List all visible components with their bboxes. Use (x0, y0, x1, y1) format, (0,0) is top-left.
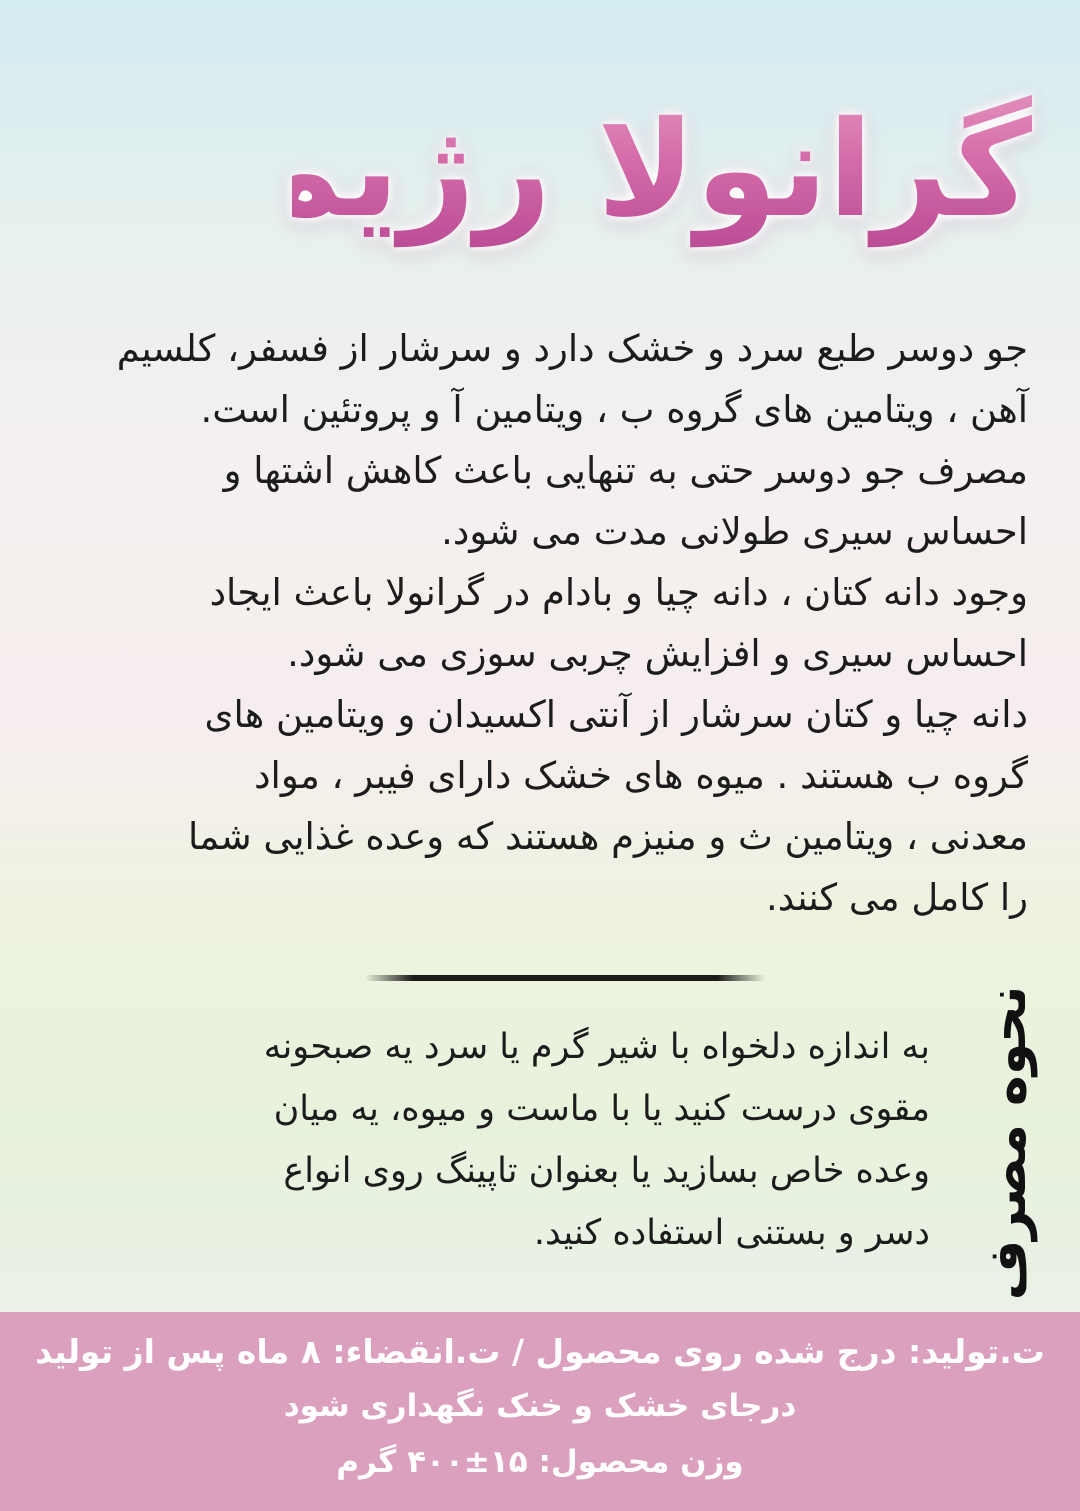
description-line: آهن ، ویتامین های گروه ب ، ویتامین آ و پروتئین است. (200, 388, 1028, 431)
description-line: دانه چیا و کتان سرشار از آنتی اکسیدان و ویتامین های (204, 693, 1028, 736)
description-line: جو دوسر طبع سرد و خشک دارد و سرشار از فسفر، کلسیم (116, 327, 1028, 370)
description-line: مصرف جو دوسر حتی به تنهایی باعث کاهش اشتها و (223, 449, 1028, 492)
description-line: گروه ب هستند . میوه های خشک دارای فیبر ، مواد (254, 754, 1028, 797)
usage-line: به اندازه دلخواه با شیر گرم یا سرد یه صبحونه (263, 1027, 930, 1067)
usage-line: وعده خاص بسازید یا بعنوان تاپینگ روی انواع (283, 1151, 930, 1191)
description-line: معدنی ، ویتامین ث و منیزم هستند که وعده غذایی شما (187, 815, 1028, 858)
product-weight: وزن محصول: ۱۵±۴۰۰ گرم (336, 1444, 744, 1480)
usage-label: نحوه مصرف (978, 985, 1038, 1301)
description-text (64, 318, 1028, 928)
description-line: را کامل می کنند. (766, 876, 1028, 919)
storage-instruction: درجای خشک و خنک نگهداری شود (283, 1388, 797, 1424)
section-divider (365, 975, 765, 981)
page-title: گرانولا رژیمی (292, 70, 1032, 270)
usage-label-container (968, 985, 1048, 1301)
usage-line: دسر و بستنی استفاده کنید. (533, 1213, 930, 1253)
usage-line: مقوی درست کنید یا با ماست و میوه، یه میان (273, 1089, 930, 1129)
description-line: احساس سیری طولانی مدت می شود. (441, 510, 1028, 553)
usage-text (78, 1016, 930, 1264)
description-line: وجود دانه کتان ، دانه چیا و بادام در گرانولا باعث ایجاد (209, 571, 1028, 614)
footer-banner (0, 1312, 1080, 1511)
production-expiry-dates: ت.تولید: درج شده روی محصول / ت.انقضاء: ۸ ماه پس از تولید (35, 1332, 1045, 1371)
description-line: احساس سیری و افزایش چربی سوزی می شود. (287, 632, 1028, 675)
